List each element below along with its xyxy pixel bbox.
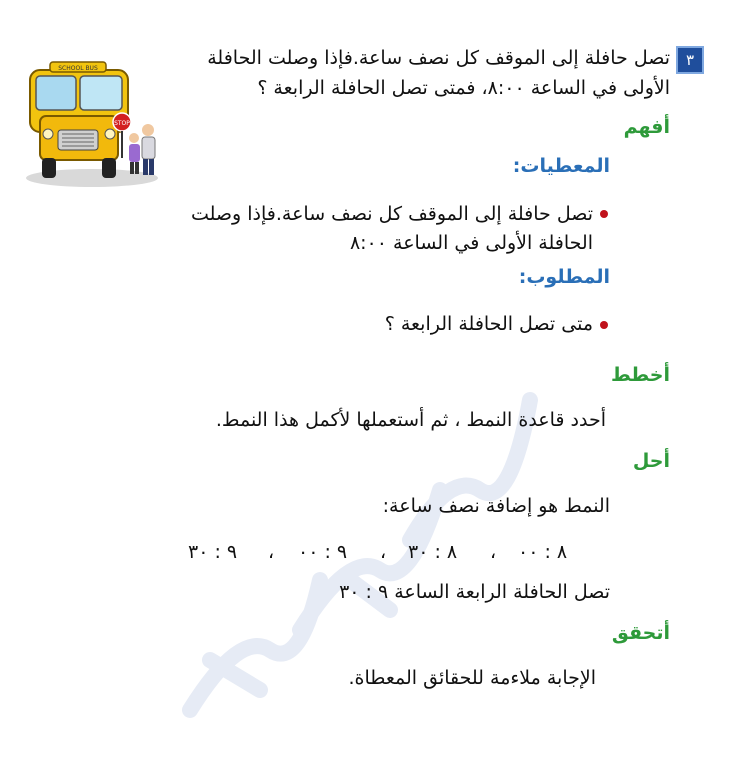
bullet-icon: [600, 210, 608, 218]
time-1: ٨ : ٠٠: [518, 541, 568, 563]
time-2: ٨ : ٣٠: [408, 541, 458, 563]
question-number: ٣: [685, 51, 695, 69]
check-text: الإجابة ملاءمة للحقائق المعطاة.: [348, 667, 596, 689]
given-line-1: تصل حافلة إلى الموقف كل نصف ساعة.فإذا وصلت: [190, 203, 593, 225]
required-line: متى تصل الحافلة الرابعة ؟: [384, 313, 593, 335]
given-line-2: الحافلة الأولى في الساعة ٨:٠٠: [349, 232, 593, 254]
question-line-1: تصل حافلة إلى الموقف كل نصف ساعة.فإذا وصلت الحافلة: [207, 47, 670, 69]
question-number-badge: [676, 46, 704, 74]
bullet-icon: [600, 321, 608, 329]
answer-text: تصل الحافلة الرابعة الساعة ٩ : ٣٠: [339, 581, 610, 603]
time-3: ٩ : ٠٠: [298, 541, 348, 563]
time-4: ٩ : ٣٠: [188, 541, 238, 563]
given-heading: المعطيات:: [512, 155, 610, 177]
check-heading: أتحقق: [611, 622, 670, 644]
question-line-2: الأولى في الساعة ٨:٠٠، فمتى تصل الحافلة الرابعة ؟: [257, 77, 670, 99]
time-separator: ،: [380, 541, 387, 563]
plan-text: أحدد قاعدة النمط ، ثم أستعملها لأكمل هذا النمط.: [215, 409, 606, 431]
understand-heading: أفهم: [623, 116, 670, 138]
stop-sign-text: STOP: [114, 120, 130, 127]
time-separator: ،: [490, 541, 497, 563]
bus-sign-text: SCHOOL BUS: [58, 65, 98, 72]
time-separator: ،: [268, 541, 275, 563]
pattern-rule-text: النمط هو إضافة نصف ساعة:: [382, 495, 610, 517]
plan-heading: أخطط: [610, 364, 670, 386]
school-bus-illustration: [22, 58, 170, 190]
required-heading: المطلوب:: [518, 266, 610, 288]
solve-heading: أحل: [632, 450, 670, 472]
